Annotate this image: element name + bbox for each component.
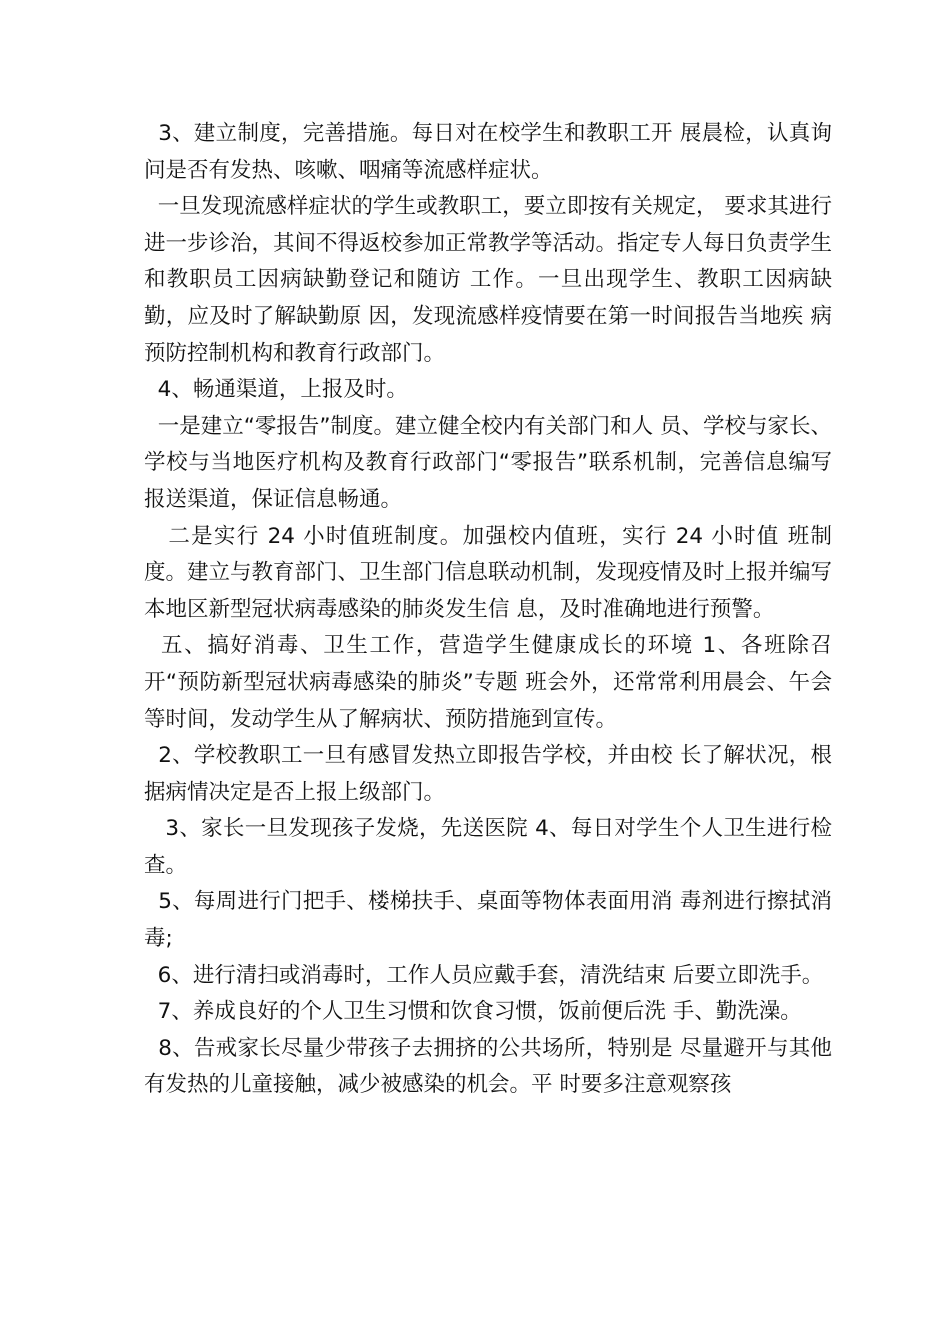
paragraph-avoid-crowds: 8、告戒家长尽量少带孩子去拥挤的公共场所，特别是 尽量避开与其他有发热的儿童接触，减少被感染的机会。平 时要多注意观察孩	[144, 1035, 832, 1098]
paragraph-reporting-channels: 4、畅通渠道，上报及时。	[144, 377, 408, 403]
paragraph-parents-hospital: 3、家长一旦发现孩子发烧，先送医院 4、每日对学生个人卫生进行检查。	[144, 816, 832, 878]
paragraph-daily-check: 3、建立制度，完善措施。每日对在校学生和教职工开 展晨检，认真询问是否有发热、咳嗽、咽痛等流感样症状。	[144, 121, 832, 183]
paragraph-hygiene-habits: 7、养成良好的个人卫生习惯和饮食习惯，饭前便后洗 手、勤洗澡。	[144, 999, 802, 1025]
paragraph-staff-fever: 2、学校教职工一旦有感冒发热立即报告学校，并由校 长了解状况，根据病情决定是否上报上级部门。	[144, 743, 832, 805]
paragraph-disinfection-section: 五、搞好消毒、卫生工作，营造学生健康成长的环境 1、各班除召开“预防新型冠状病毒感染的肺炎”专题 班会外，还常常利用晨会、午会等时间，发动学生从了解病状、预防措施到宣传。	[144, 633, 832, 732]
document-body	[144, 116, 832, 1104]
paragraph-gloves-handwash: 6、进行清扫或消毒时，工作人员应戴手套，清洗结束 后要立即洗手。	[144, 962, 824, 988]
paragraph-weekly-disinfection: 5、每周进行门把手、楼梯扶手、桌面等物体表面用消 毒剂进行擦拭消毒;	[144, 889, 832, 952]
paragraph-zero-report: 一是建立“零报告”制度。建立健全校内有关部门和人 员、学校与家长、学校与当地医疗机构及教育行政部门“零报告”联系机制，完善信息编写报送渠道，保证信息畅通。	[144, 413, 832, 512]
paragraph-symptom-handling: 一旦发现流感样症状的学生或教职工，要立即按有关规定， 要求其进行进一步诊治，其间不得返校参加正常教学等活动。指定专人每日负责学生和教职员工因病缺勤登记和随访 工作。一旦出现学生、教职工因病缺勤，应及时了解缺勤原 因，发现流感样疫情要在第一时间报告当地疾 病预防控制机构和教育行政部门。	[144, 194, 833, 366]
paragraph-24h-duty: 二是实行 24 小时值班制度。加强校内值班，实行 24 小时值 班制度。建立与教育部门、卫生部门信息联动机制，发现疫情及时上报并编写本地区新型冠状病毒感染的肺炎发生信 息，及时准确地进行预警。	[144, 523, 833, 622]
